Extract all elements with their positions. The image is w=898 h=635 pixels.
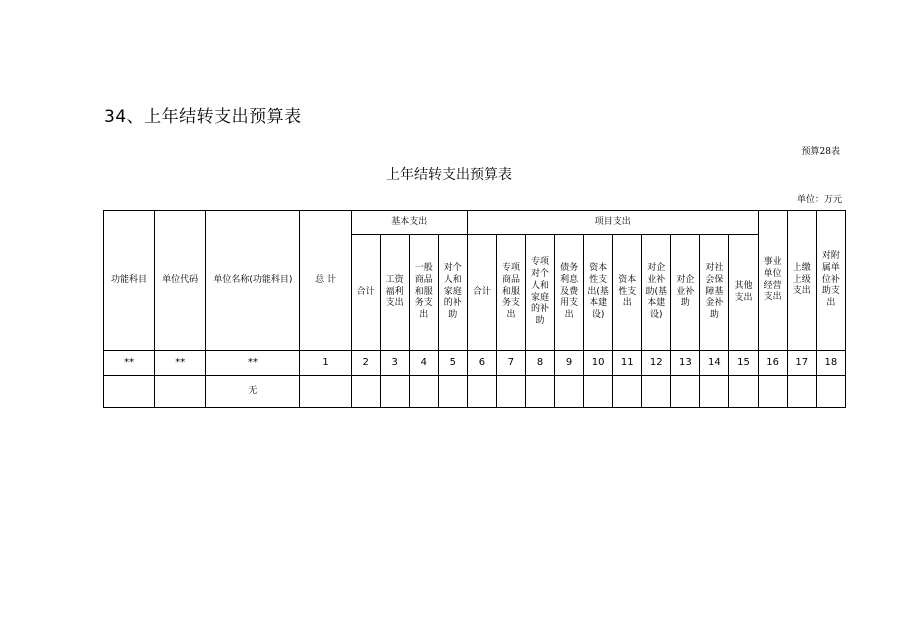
header-project-enterprise: 对企业补助 [671,235,700,351]
number-cell: 7 [496,351,525,376]
header-project-total: 合计 [467,235,496,351]
header-basic-group: 基本支出 [351,211,467,235]
data-cell [671,376,700,408]
data-cell [525,376,554,408]
data-cell [787,376,816,408]
header-func: 功能科目 [104,211,155,351]
unit-label: 单位：万元 [796,195,842,205]
data-cell [642,376,671,408]
data-cell [104,376,155,408]
header-project-enterprise-build: 对企业补助(基本建设) [642,235,671,351]
data-cell [758,376,787,408]
data-cell [351,376,380,408]
data-cell [496,376,525,408]
number-cell: 11 [613,351,642,376]
data-cell [300,376,351,408]
data-cell [555,376,584,408]
header-total: 总 计 [300,211,351,351]
number-cell: 8 [525,351,554,376]
header-project-capital-build: 资本性支出(基本建设) [584,235,613,351]
header-subsidiary: 对附属单位补助支出 [816,211,845,351]
column-number-row [104,351,846,376]
number-cell: 13 [671,351,700,376]
data-cell [155,376,206,408]
data-cell [613,376,642,408]
data-cell [729,376,758,408]
header-project-personal: 专项对个人和家庭的补助 [525,235,554,351]
header-unit-name: 单位名称(功能科目) [206,211,300,351]
number-cell: 9 [555,351,584,376]
number-cell: 3 [380,351,409,376]
data-cell [816,376,845,408]
number-cell: 2 [351,351,380,376]
data-cell [700,376,729,408]
number-cell: ** [104,351,155,376]
number-cell: 1 [300,351,351,376]
data-cell [584,376,613,408]
header-project-goods: 专项商品和服务支出 [496,235,525,351]
header-project-capital: 资本性支出 [613,235,642,351]
number-cell: 15 [729,351,758,376]
number-cell: 4 [409,351,438,376]
header-basic-total: 合计 [351,235,380,351]
number-cell: 5 [438,351,467,376]
table-row [104,376,846,408]
data-cell [380,376,409,408]
number-cell: 6 [467,351,496,376]
data-cell-unit-name: 无 [206,376,300,408]
header-basic-personal: 对个人和家庭的补助 [438,235,467,351]
header-project-debt: 债务利息及费用支出 [555,235,584,351]
data-cell [467,376,496,408]
header-project-social-fund: 对社会保障基金补助 [700,235,729,351]
budget-table [103,210,846,408]
table-title: 上年结转支出预算表 [386,167,512,183]
form-number: 预算28表 [801,147,840,157]
header-project-other: 其他支出 [729,235,758,351]
number-cell: 12 [642,351,671,376]
data-cell [438,376,467,408]
number-cell: 16 [758,351,787,376]
header-unit-code: 单位代码 [155,211,206,351]
header-project-group: 项目支出 [467,211,758,235]
header-basic-goods: 一般商品和服务支出 [409,235,438,351]
number-cell: ** [206,351,300,376]
header-remit: 上缴上级支出 [787,211,816,351]
header-basic-wages: 工资福利支出 [380,235,409,351]
number-cell: 10 [584,351,613,376]
section-heading: 34、上年结转支出预算表 [104,107,302,127]
number-cell: ** [155,351,206,376]
header-business: 事业单位经营支出 [758,211,787,351]
data-cell [409,376,438,408]
number-cell: 17 [787,351,816,376]
number-cell: 14 [700,351,729,376]
number-cell: 18 [816,351,845,376]
